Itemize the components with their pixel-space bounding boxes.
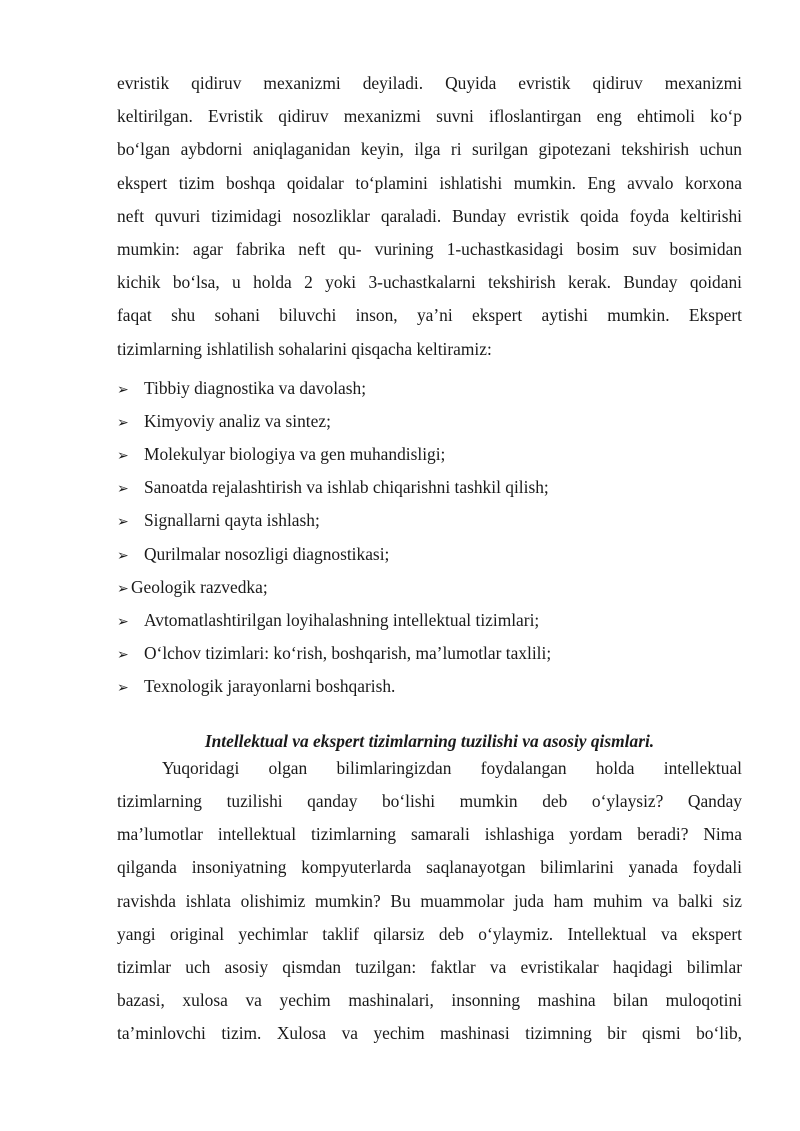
page-content <box>117 73 742 1056</box>
arrow-bullet-icon: ➢ <box>117 514 129 531</box>
paragraph-line: tizimlar uch asosiy qismdan tuzilgan: faktlar va evristikalar haqidagi bilimlar <box>117 956 742 977</box>
list-item <box>117 538 742 571</box>
arrow-bullet-icon: ➢ <box>117 448 129 465</box>
paragraph-line: mumkin: agar fabrika neft qu- vurining 1-uchastkasidagi bosim suv bosimidan <box>117 238 742 259</box>
list-item-text: Sanoatda rejalashtirish va ishlab chiqarishni tashkil qilish; <box>144 477 549 498</box>
list-item <box>117 372 742 405</box>
list-item <box>117 405 742 438</box>
paragraph-line: ta’minlovchi tizim. Xulosa va yechim mashinasi tizimning bir qismi bo‘lib, <box>117 1023 742 1044</box>
list-item-text: Qurilmalar nosozligi diagnostikasi; <box>144 543 390 564</box>
list-item <box>117 571 742 604</box>
list-item-text: Signallarni qayta ishlash; <box>144 510 320 531</box>
paragraph-line: qilganda insoniyatning kompyuterlarda saqlanayotgan bilimlarini yanada foydali <box>117 857 742 878</box>
arrow-bullet-icon: ➢ <box>117 481 129 498</box>
list-item <box>117 471 742 504</box>
paragraph-line: tizimlarning tuzilishi qanday bo‘lishi mumkin deb o‘ylaysiz? Qanday <box>117 790 742 811</box>
list-item <box>117 670 742 703</box>
list-item <box>117 637 742 670</box>
list-item-text: Geologik razvedka; <box>131 576 268 597</box>
paragraph-line: ekspert tizim boshqa qoidalar to‘plamini ishlatishi mumkin. Eng avvalo korxona <box>117 172 742 193</box>
paragraph-line: Yuqoridagi olgan bilimlaringizdan foydalangan holda intellektual <box>162 757 742 778</box>
paragraph-line: bo‘lgan aybdorni aniqlaganidan keyin, ilga ri surilgan gipotezani tekshirish uchun <box>117 139 742 160</box>
paragraph-line: evristik qidiruv mexanizmi deyiladi. Quyida evristik qidiruv mexanizmi <box>117 73 742 93</box>
paragraph-line: neft quvuri tizimidagi nosozliklar qaraladi. Bunday evristik qoida foyda keltirishi <box>117 205 742 226</box>
arrow-bullet-icon: ➢ <box>117 547 129 564</box>
list-item <box>117 438 742 471</box>
list-item <box>117 504 742 537</box>
arrow-bullet-icon: ➢ <box>117 680 129 697</box>
list-item-text: Avtomatlashtirilgan loyihalashning intellektual tizimlari; <box>144 610 540 630</box>
paragraph-line: tizimlarning ishlatilish sohalarini qisqacha keltiramiz: <box>117 338 492 359</box>
list-item <box>117 604 742 637</box>
list-item-text: Molekulyar biologiya va gen muhandisligi; <box>144 444 446 465</box>
arrow-bullet-icon: ➢ <box>117 647 129 664</box>
paragraph-system-structure <box>117 758 742 1057</box>
paragraph-heuristic-search <box>117 73 742 372</box>
list-item-text: Tibbiy diagnostika va davolash; <box>144 377 367 398</box>
paragraph-line: ma’lumotlar intellektual tizimlarning samarali ishlashiga yordam beradi? Nima <box>117 824 742 845</box>
list-item-text: O‘lchov tizimlari: ko‘rish, boshqarish, ma’lumotlar taxlili; <box>144 643 552 664</box>
list-item-text: Texnologik jarayonlarni boshqarish. <box>144 676 396 697</box>
paragraph-line: keltirilgan. Evristik qidiruv mexanizmi suvni ifloslantirgan eng ehtimoli ko‘p <box>117 106 742 127</box>
paragraph-line: faqat shu sohani biluvchi inson, ya’ni ekspert aytishi mumkin. Ekspert <box>117 305 742 326</box>
section-heading: Intellektual va ekspert tizimlarning tuzilishi va asosiy qismlari. <box>204 730 655 751</box>
paragraph-line: kichik bo‘lsa, u holda 2 yoki 3-uchastkalarni tekshirish kerak. Bunday qoidani <box>117 272 742 293</box>
paragraph-line: yangi original yechimlar taklif qilarsiz deb o‘ylaymiz. Intellektual va ekspert <box>117 923 742 944</box>
arrow-bullet-icon: ➢ <box>117 580 129 597</box>
arrow-bullet-icon: ➢ <box>117 381 129 398</box>
paragraph-line: bazasi, xulosa va yechim mashinalari, insonning mashina bilan muloqotini <box>117 990 742 1011</box>
application-areas-list <box>117 372 742 704</box>
arrow-bullet-icon: ➢ <box>117 414 129 431</box>
paragraph-line: ravishda ishlata olishimiz mumkin? Bu muammolar juda ham muhim va balki siz <box>117 890 742 911</box>
arrow-bullet-icon: ➢ <box>117 614 129 630</box>
list-item-text: Kimyoviy analiz va sintez; <box>144 410 331 431</box>
